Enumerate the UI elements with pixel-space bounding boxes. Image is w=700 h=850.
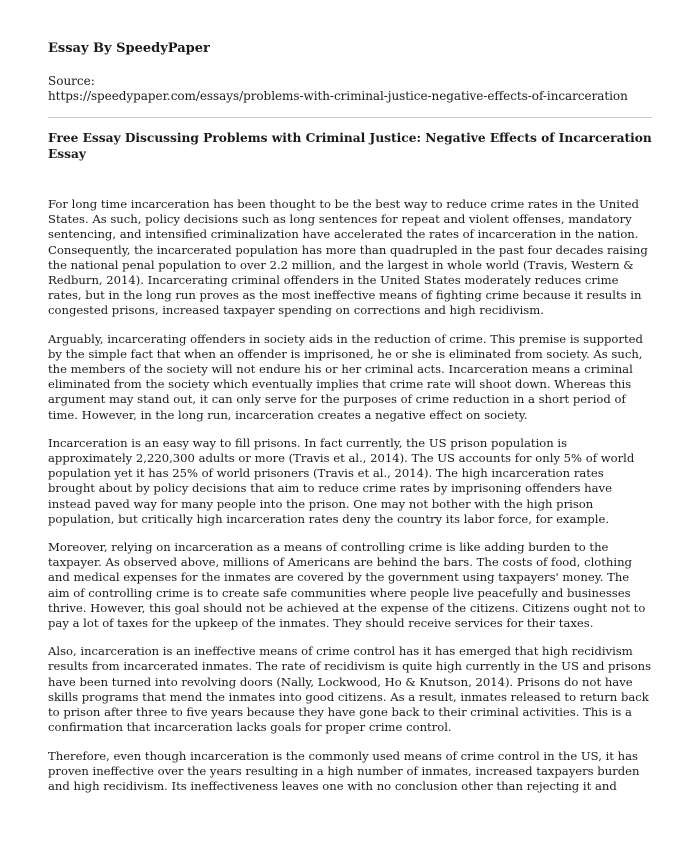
source-url: https://speedypaper.com/essays/problems-with-criminal-justice-negative-effects-of-incarceration (48, 89, 628, 103)
essay-paragraph-1: For long time incarceration has been thought to be the best way to reduce crime rates in the United States. As such, policy decisions such as long sentences for repeat and violent offenses, mandatory sentencing, and intensified criminalization have accelerated the rates of incarceration in the nation. Consequently, the incarcerated population has more than quadrupled in the past four decades raising the national penal population to over 2.2 million, and the largest in whole world (Travis, Western & Redburn, 2014). Incarcerating criminal offenders in the United States moderately reduces crime rates, but in the long run proves as the most ineffective means of fighting crime because it results in congested prisons, increased taxpayer spending on corrections and high recidivism. (48, 197, 648, 318)
essay-paragraph-3: Incarceration is an easy way to fill prisons. In fact currently, the US prison population is approximately 2,220,300 adults or more (Travis et al., 2014). The US accounts for only 5% of world population yet it has 25% of world prisoners (Travis et al., 2014). The high incarceration rates brought about by policy decisions that aim to reduce crime rates by imprisoning offenders have instead paved way for many people into the prison. One may not bother with the high prison population, but critically high incarceration rates deny the country its labor force, for example. (48, 435, 635, 526)
essay-paragraph-2: Arguably, incarcerating offenders in society aids in the reduction of crime. This premise is supported by the simple fact that when an offender is imprisoned, he or she is eliminated from society. As such, the members of the society will not endure his or her criminal acts. Incarceration means a criminal eliminated from the society which eventually implies that crime rate will shoot down. Whereas this argument may stand out, it can only serve for the purposes of crime reduction in a short period of time. However, in the long run, incarceration creates a negative effect on society. (48, 331, 643, 422)
source-label: Source: (48, 74, 95, 88)
essay-paragraph-6: Therefore, even though incarceration is the commonly used means of crime control in the US, it has proven ineffective over the years resulting in a high number of inmates, increased taxpayers burden and high recidivism. Its ineffectiveness leaves one with no conclusion other than rejecting it and (48, 748, 640, 793)
essay-paragraph-5: Also, incarceration is an ineffective means of crime control has it has emerged that high recidivism results from incarcerated inmates. The rate of recidivism is quite high currently in the US and prisons have been turned into revolving doors (Nally, Lockwood, Ho & Knutson, 2014). Prisons do not have skills programs that mend the inmates into good citizens. As a result, inmates released to return back to prison after three to five years because they have gone back to their criminal activities. This is a confirmation that incarceration lacks goals for proper crime control. (48, 644, 652, 735)
essay-body (48, 197, 652, 794)
essay-title: Free Essay Discussing Problems with Criminal Justice: Negative Effects of Incarceration Essay (48, 131, 652, 161)
header-divider (48, 117, 652, 118)
site-title: Essay By SpeedyPaper (48, 41, 210, 56)
essay-paragraph-4: Moreover, relying on incarceration as a means of controlling crime is like adding burden to the taxpayer. As observed above, millions of Americans are behind the bars. The costs of food, clothing and medical expenses for the inmates are covered by the government using taxpayers' money. The aim of controlling crime is to create safe communities where people live peacefully and businesses thrive. However, this goal should not be achieved at the expense of the citizens. Citizens ought not to pay a lot of taxes for the upkeep of the inmates. They should receive services for their taxes. (48, 540, 646, 631)
